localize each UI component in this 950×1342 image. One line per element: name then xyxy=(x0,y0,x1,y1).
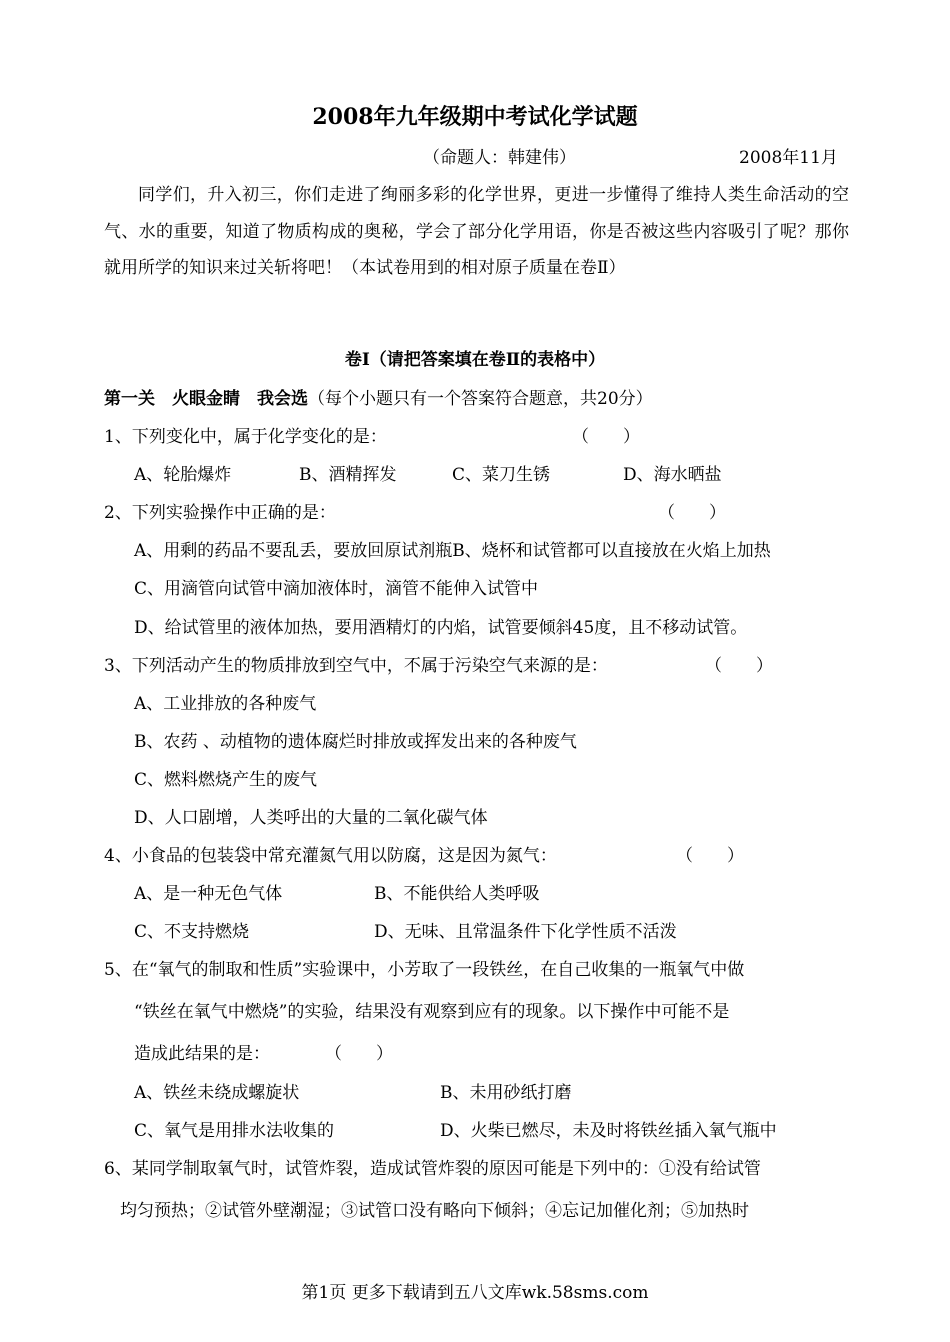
q1-answer-blank: （ ） xyxy=(572,427,640,447)
q5-stem-line1: 5、在“氧气的制取和性质”实验课中，小芳取了一段铁丝，在自己收集的一瓶氧气中做 xyxy=(104,960,745,980)
part1-note: （每个小题只有一个答案符合题意，共20分） xyxy=(308,389,653,409)
q3-option-b: B、农药 、动植物的遗体腐烂时排放或挥发出来的各种废气 xyxy=(134,732,577,752)
q3-option-c: C、燃料燃烧产生的废气 xyxy=(134,770,318,790)
page-footer: 第1页 更多下载请到五八文库wk.58sms.com xyxy=(301,1283,649,1303)
q3-option-a: A、工业排放的各种废气 xyxy=(134,694,317,714)
q3-option-d: D、人口剧增，人类呼出的大量的二氧化碳气体 xyxy=(134,808,488,828)
exam-date: 2008年11月 xyxy=(739,148,838,168)
q4-option-b: B、不能供给人类呼吸 xyxy=(374,884,540,904)
q2-option-d: D、给试管里的液体加热，要用酒精灯的内焰，试管要倾斜45度，且不移动试管。 xyxy=(134,618,748,638)
q1-stem: 1、下列变化中，属于化学变化的是： xyxy=(104,427,387,447)
intro-paragraph: 同学们，升入初三，你们走进了绚丽多彩的化学世界，更进一步懂得了维持人类生命活动的空气、水的重要，知道了物质构成的奥秘，学会了部分化学用语，你是否被这些内容吸引了呢？那你就用所学的知识来过关斩将吧！（本试卷用到的相对原子质量在卷Ⅱ） xyxy=(104,185,849,278)
part1-heading xyxy=(104,391,653,408)
section-heading: 卷Ⅰ（请把答案填在卷Ⅱ的表格中） xyxy=(344,350,606,370)
page-title: 2008年九年级期中考试化学试题 xyxy=(312,104,638,130)
q3-answer-blank: （ ） xyxy=(705,656,773,676)
q5-stem-line3: 造成此结果的是： xyxy=(134,1044,270,1064)
q5-option-b: B、未用砂纸打磨 xyxy=(440,1083,572,1103)
q2-option-c: C、用滴管向试管中滴加液体时，滴管不能伸入试管中 xyxy=(134,579,539,599)
q4-option-a: A、是一种无色气体 xyxy=(134,884,283,904)
q5-option-a: A、铁丝未绕成螺旋状 xyxy=(134,1083,300,1103)
q6-stem-line1: 6、某同学制取氧气时，试管炸裂，造成试管炸裂的原因可能是下列中的：①没有给试管 xyxy=(104,1159,761,1179)
author-line: （命题人：韩建伟） xyxy=(423,148,576,168)
q3-stem: 3、下列活动产生的物质排放到空气中，不属于污染空气来源的是： xyxy=(104,656,608,676)
q4-stem: 4、小食品的包装袋中常充灌氮气用以防腐，这是因为氮气： xyxy=(104,846,557,866)
q4-answer-blank: （ ） xyxy=(676,846,744,866)
q6-stem-line2: 均匀预热；②试管外壁潮湿；③试管口没有略向下倾斜；④忘记加催化剂；⑤加热时 xyxy=(120,1201,749,1221)
q5-stem-line2: “铁丝在氧气中燃烧”的实验，结果没有观察到应有的现象。以下操作中可能不是 xyxy=(134,1002,730,1022)
q1-option-c: C、菜刀生锈 xyxy=(452,465,551,485)
q1-option-a: A、轮胎爆炸 xyxy=(134,465,232,485)
q5-option-c: C、氧气是用排水法收集的 xyxy=(134,1121,335,1141)
q2-answer-blank: （ ） xyxy=(658,503,726,523)
q5-answer-blank: （ ） xyxy=(325,1044,393,1064)
q4-option-c: C、不支持燃烧 xyxy=(134,922,250,942)
q1-option-d: D、海水晒盐 xyxy=(623,465,722,485)
q4-option-d: D、无味、且常温条件下化学性质不活泼 xyxy=(374,922,677,942)
q1-option-b: B、酒精挥发 xyxy=(299,465,397,485)
part1-title: 第一关 火眼金睛 我会选 xyxy=(104,389,308,409)
q2-stem: 2、下列实验操作中正确的是： xyxy=(104,503,336,523)
q2-option-ab: A、用剩的药品不要乱丢，要放回原试剂瓶B、烧杯和试管都可以直接放在火焰上加热 xyxy=(134,541,771,561)
q5-option-d: D、火柴已燃尽，未及时将铁丝插入氧气瓶中 xyxy=(440,1121,777,1141)
